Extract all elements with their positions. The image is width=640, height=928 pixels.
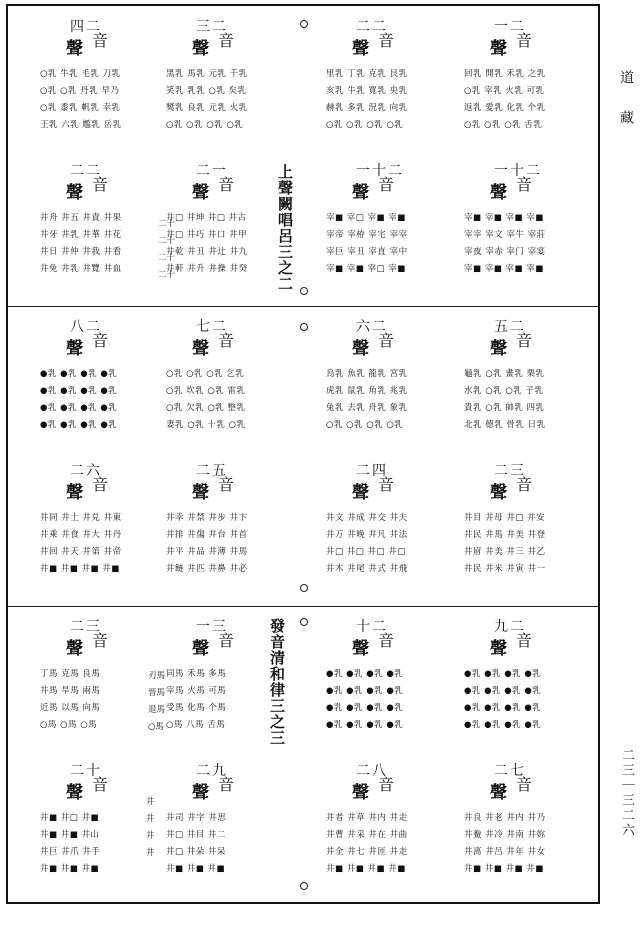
table-row: 井万 井晚 井凡 井法 (326, 530, 408, 540)
table-row: 井民 井米 井寅 井一 (464, 564, 546, 574)
table-row: ○乳 欠乳 ○乳 整乳 (166, 403, 246, 413)
table-row: 井免 井乳 井覽 井血 (40, 264, 122, 274)
position-label: 二十 (70, 763, 102, 779)
yin-label: 音 (516, 475, 533, 494)
table-row: 井同 井土 井兑 井東 (40, 513, 122, 523)
yin-label: 音 (516, 331, 533, 350)
cell-rows (326, 366, 444, 434)
band-divider (8, 306, 598, 307)
table-row: 兔乳 去乳 舟乳 象乳 (326, 403, 408, 413)
sheng-label: 聲 (352, 783, 369, 803)
sheng-label: 聲 (66, 183, 83, 203)
yin-label: 音 (218, 631, 235, 650)
yin-label: 音 (92, 775, 109, 794)
table-row: 黑乳 馬乳 元乳 千乳 (166, 69, 248, 79)
table-row: 井全 井七 井匝 井走 (326, 847, 408, 857)
table-row: 宰馬 火馬 可馬 (166, 686, 227, 696)
table-row: 宰宰 宰文 宰牛 宰莊 (464, 230, 546, 240)
phonetic-table-cell (158, 614, 288, 754)
cell-heading (318, 458, 448, 504)
position-label: 二二 (70, 163, 102, 179)
table-row: 丁馬 克馬 良馬 (40, 669, 101, 679)
yin-label: 音 (218, 475, 235, 494)
cell-heading (32, 614, 162, 660)
cell-rows (40, 510, 158, 578)
sheng-label: 聲 (66, 39, 83, 59)
phonetic-table-cell (32, 458, 162, 598)
table-row: ○乳 ○乳 ○乳 ○乳 (326, 420, 404, 430)
table-row: ○乳 ○乳 ○乳 乞乳 (166, 369, 245, 379)
yin-label: 音 (218, 31, 235, 50)
position-label: 八二 (70, 319, 102, 335)
cell-heading (158, 458, 288, 504)
table-row: 井■ 井■ 井■ (40, 864, 99, 874)
circle-mark (300, 584, 308, 592)
cell-rows (166, 666, 284, 734)
cell-heading (158, 314, 288, 360)
cell-rows (326, 510, 444, 578)
cell-rows (40, 366, 158, 434)
table-row: 笑乳 乳乳 ○乳 矣乳 (166, 86, 247, 96)
table-row: 井□ 井坤 井□ 井古 (166, 213, 247, 223)
cell-heading (158, 158, 288, 204)
sheng-label: 聲 (66, 339, 83, 359)
position-label: 一十二 (356, 163, 404, 179)
cell-rows (464, 666, 582, 734)
phonetic-table-cell (158, 158, 288, 298)
cell-rows (40, 666, 158, 734)
yin-label: 音 (218, 175, 235, 194)
table-row: 井鲞 井冷 井南 井妳 (464, 830, 546, 840)
table-row: ○乳 ○乳 ○乳 舌乳 (464, 120, 543, 130)
phonetic-table-cell (456, 614, 586, 754)
cell-rows (326, 666, 444, 734)
table-row: 井者 井草 井内 井走 (326, 813, 408, 823)
cell-rows (166, 510, 284, 578)
yin-label: 音 (378, 475, 395, 494)
table-row: ●乳 ●乳 ●乳 ●乳 (326, 669, 404, 679)
table-row: 井□ 井巧 井口 井甲 (166, 230, 248, 240)
position-label: 二五 (196, 463, 228, 479)
circle-mark (300, 287, 308, 295)
table-row: ●乳 ●乳 ●乳 ●乳 (464, 703, 542, 713)
table-row: 井文 井成 井交 井夫 (326, 513, 408, 523)
table-row: 妻乳 ○乳 十乳 ○乳 (166, 420, 246, 430)
cell-rows (166, 66, 284, 134)
position-label: 二六 (70, 463, 102, 479)
table-row: 井■ 井■ 井山 (40, 830, 100, 840)
table-row: ○乳 ○乳 ○乳 ○乳 (166, 120, 244, 130)
cell-heading (158, 758, 288, 804)
table-row: 井幸 井禁 井步 井卞 (166, 513, 248, 523)
position-label: 九二 (494, 619, 526, 635)
table-row: 井民 井馬 井美 井登 (464, 530, 546, 540)
table-row: 宰■ 宰■ 宰□ 宰■ (326, 264, 406, 274)
cell-heading (456, 14, 586, 60)
table-row: 井軒 井升 井操 井癸 (166, 264, 248, 274)
table-row: ●乳 ●乳 ●乳 ●乳 (40, 420, 118, 430)
table-row: 井排 井傷 井台 井首 (166, 530, 248, 540)
table-row: 井鲢 井匹 井鼻 井必 (166, 564, 248, 574)
phonetic-table-cell (456, 158, 586, 298)
sheng-label: 聲 (490, 39, 507, 59)
sheng-label: 聲 (352, 639, 369, 659)
position-label: 二二 (356, 19, 388, 35)
cell-heading (158, 614, 288, 660)
yin-label: 音 (378, 175, 395, 194)
cell-heading (32, 158, 162, 204)
yin-label: 音 (378, 331, 395, 350)
table-row: ●乳 ●乳 ●乳 ●乳 (326, 720, 404, 730)
phonetic-table-cell (456, 458, 586, 598)
cell-rows (464, 810, 582, 878)
sheng-label: 聲 (490, 483, 507, 503)
table-row: 井牙 井乳 井華 井花 (40, 230, 122, 240)
sheng-label: 聲 (490, 783, 507, 803)
phonetic-table-cell (158, 314, 288, 454)
table-row: 井■ 井■ 井■ 井■ (326, 864, 406, 874)
table-row: 井曹 井采 井在 井曲 (326, 830, 408, 840)
cell-heading (32, 758, 162, 804)
position-label: 二七 (494, 763, 526, 779)
yin-label: 音 (92, 31, 109, 50)
table-row: 井■ 井□ 井■ (40, 813, 99, 823)
position-label: 二三 (494, 463, 526, 479)
table-row: 水乳 ○乳 ○乳 子乳 (464, 386, 544, 396)
band-divider (8, 606, 598, 607)
side-column: 井 井 井 井 (146, 797, 155, 858)
table-row: 回乳 開乳 禾乳 之乳 (464, 69, 546, 79)
phonetic-table-cell (32, 14, 162, 154)
phonetic-table-cell (32, 758, 162, 898)
table-row: 宰■ 宰□ 宰■ 宰■ (326, 213, 406, 223)
cell-rows (166, 366, 284, 434)
phonetic-table-cell (158, 758, 288, 898)
sheng-label: 聲 (192, 783, 209, 803)
yin-label: 音 (378, 631, 395, 650)
cell-rows (326, 66, 444, 134)
table-row: 井■ 井■ 井■ (166, 864, 225, 874)
position-label: 二三 (70, 619, 102, 635)
table-row: 虎乳 鼠乳 角乳 兆乳 (326, 386, 408, 396)
sheng-label: 聲 (352, 183, 369, 203)
cell-heading (318, 14, 448, 60)
cell-heading (456, 614, 586, 660)
table-row: ○乳 ○乳 丹乳 早乃 (40, 86, 120, 96)
table-row: ○乳 坎乳 ○乳 雷乳 (166, 386, 246, 396)
sheng-label: 聲 (192, 339, 209, 359)
table-row: 井馬 旱馬 兩馬 (40, 686, 101, 696)
table-row: 亥乳 牛乳 寬乳 央乳 (326, 86, 408, 96)
cell-heading (318, 758, 448, 804)
position-label: 六二 (356, 319, 388, 335)
position-label: 四二 (70, 19, 102, 35)
table-row: 烏乳 魚乳 龍乳 宮乳 (326, 369, 408, 379)
table-row: ●乳 ●乳 ●乳 ●乳 (40, 369, 118, 379)
sheng-label: 聲 (490, 639, 507, 659)
table-row: 赫乳 多乳 況乳 向乳 (326, 103, 408, 113)
cell-rows (326, 210, 444, 278)
table-row: 里乳 丁乳 克乳 艮乳 (326, 69, 408, 79)
yin-label: 音 (218, 331, 235, 350)
table-row: 井良 井老 井内 井乃 (464, 813, 546, 823)
table-row: 同馬 禾馬 多馬 (166, 669, 227, 679)
phonetic-table-cell (158, 458, 288, 598)
sheng-label: 聲 (352, 483, 369, 503)
table-row: 井目 井母 井□ 井安 (464, 513, 546, 523)
table-row: 貴乳 ○乳 帥乳 四乳 (464, 403, 545, 413)
phonetic-table-cell (456, 758, 586, 898)
yin-label: 音 (516, 175, 533, 194)
table-row: 井司 井字 井思 (166, 813, 227, 823)
phonetic-table-cell (456, 14, 586, 154)
circle-mark (300, 323, 308, 331)
position-label: 二四 (356, 463, 388, 479)
sheng-label: 聲 (490, 183, 507, 203)
table-row: 井离 井呂 井年 井女 (464, 847, 546, 857)
cell-heading (318, 158, 448, 204)
position-label: 一十二 (494, 163, 542, 179)
position-label: 二一 (196, 163, 228, 179)
phonetic-table-cell (318, 758, 448, 898)
table-row: ●乳 ●乳 ●乳 ●乳 (40, 386, 118, 396)
sheng-label: 聲 (352, 39, 369, 59)
cell-rows (464, 366, 582, 434)
cell-heading (318, 614, 448, 660)
table-row: ○馬 八馬 舌馬 (166, 720, 226, 730)
yin-label: 音 (92, 175, 109, 194)
cell-heading (158, 14, 288, 60)
table-row: ○乳 牛乳 毛乳 刀乳 (40, 69, 121, 79)
position-label: 五二 (494, 319, 526, 335)
cell-rows (464, 210, 582, 278)
sheng-label: 聲 (66, 483, 83, 503)
page-number: 二三｜三二六 (619, 748, 634, 838)
table-row: 井□ 井目 井二 (166, 830, 226, 840)
yin-label: 音 (92, 331, 109, 350)
table-row: 井巨 井爪 井手 (40, 847, 101, 857)
circle-mark (300, 618, 308, 626)
sheng-label: 聲 (192, 39, 209, 59)
cell-rows (464, 66, 582, 134)
table-row: 井日 井仲 井我 井看 (40, 247, 122, 257)
phonetic-table-cell (318, 14, 448, 154)
position-label: 十二 (356, 619, 388, 635)
position-label: 一三 (196, 619, 228, 635)
cell-heading (32, 314, 162, 360)
position-label: 二九 (196, 763, 228, 779)
cell-heading (32, 458, 162, 504)
phonetic-table-cell (32, 158, 162, 298)
table-row: 宰■ 宰■ 宰■ 宰■ (464, 213, 544, 223)
table-row: 北乳 德乳 骨乳 日乳 (464, 420, 546, 430)
phonetic-table-cell (158, 14, 288, 154)
cell-rows (326, 810, 444, 878)
table-row: ○馬 ○馬 ○馬 (40, 720, 98, 730)
table-row: ●乳 ●乳 ●乳 ●乳 (326, 703, 404, 713)
circle-mark (300, 882, 308, 890)
cell-heading (456, 758, 586, 804)
sheng-label: 聲 (192, 639, 209, 659)
table-row: ●乳 ●乳 ●乳 ●乳 (464, 686, 542, 696)
table-row: 井■ 井■ 井■ 井■ (464, 864, 544, 874)
sheng-label: 聲 (352, 339, 369, 359)
yin-label: 音 (218, 775, 235, 794)
table-row: ●乳 ●乳 ●乳 ●乳 (40, 403, 118, 413)
position-label: 三二 (196, 19, 228, 35)
cell-rows (40, 210, 158, 278)
section-title: 上聲闕唱呂三之二 (276, 164, 294, 292)
side-column: 刃馬 晉馬 退馬 ○馬 (148, 671, 166, 732)
table-row: 龜乳 ○乳 畫乳 栗乳 (464, 369, 545, 379)
table-row: 井舟 井五 井責 井果 (40, 213, 122, 223)
phonetic-table-cell (318, 158, 448, 298)
table-row: ○乳 黍乳 帆乳 幸乳 (40, 103, 121, 113)
cell-rows (166, 810, 284, 878)
table-row: 井平 井品 井薄 井馬 (166, 547, 248, 557)
cell-heading (456, 458, 586, 504)
table-row: ○乳 ○乳 ○乳 ○乳 (326, 120, 404, 130)
table-row: 井眉 井美 井三 井乙 (464, 547, 546, 557)
sheng-label: 聲 (66, 639, 83, 659)
cell-heading (456, 158, 586, 204)
cell-rows (166, 210, 284, 278)
phonetic-table-cell (32, 614, 162, 754)
side-column: 二十 二十 二十 二十 (158, 219, 176, 280)
book-title: 道 藏 (618, 70, 634, 130)
yin-label: 音 (516, 31, 533, 50)
table-row: 獎乳 良乳 元乳 火乳 (166, 103, 248, 113)
sheng-label: 聲 (66, 783, 83, 803)
sheng-label: 聲 (192, 183, 209, 203)
table-row: 返乳 愛乳 化乳 个乳 (464, 103, 546, 113)
cell-heading (32, 14, 162, 60)
yin-label: 音 (92, 475, 109, 494)
table-row: ●乳 ●乳 ●乳 ●乳 (464, 669, 542, 679)
phonetic-table-cell (32, 314, 162, 454)
cell-rows (464, 510, 582, 578)
table-row: ●乳 ●乳 ●乳 ●乳 (464, 720, 542, 730)
phonetic-table-cell (318, 614, 448, 754)
yin-label: 音 (378, 31, 395, 50)
position-label: 二八 (356, 763, 388, 779)
table-row: 井回 井天 井第 井帝 (40, 547, 122, 557)
yin-label: 音 (516, 775, 533, 794)
table-row: 井木 井尾 井式 井飛 (326, 564, 408, 574)
table-row: 宰夜 宰赤 宰门 宰宴 (464, 247, 546, 257)
sheng-label: 聲 (490, 339, 507, 359)
table-row: 受馬 化馬 个馬 (166, 703, 227, 713)
yin-label: 音 (92, 631, 109, 650)
table-row: ○乳 宰乳 火乳 可乳 (464, 86, 545, 96)
table-row: 宰巨 宰丑 宰直 宰中 (326, 247, 408, 257)
yin-label: 音 (378, 775, 395, 794)
table-row: 井乾 井丑 井辻 井九 (166, 247, 248, 257)
phonetic-table-cell (318, 314, 448, 454)
cell-rows (40, 810, 158, 878)
table-row: 井■ 井■ 井■ 井■ (40, 564, 120, 574)
phonetic-table-cell (456, 314, 586, 454)
table-row: 宰■ 宰■ 宰■ 宰■ (464, 264, 544, 274)
table-row: 王乳 六乳 尷乳 岳乳 (40, 120, 122, 130)
position-label: 一二 (494, 19, 526, 35)
section-title: 發音清和律三之三 (268, 618, 286, 746)
cell-heading (456, 314, 586, 360)
page-frame (6, 4, 600, 904)
circle-mark (300, 20, 308, 28)
table-row: 井乘 井食 井大 井丹 (40, 530, 122, 540)
table-row: ●乳 ●乳 ●乳 ●乳 (326, 686, 404, 696)
table-row: 井□ 井□ 井□ 井□ (326, 547, 406, 557)
yin-label: 音 (516, 631, 533, 650)
sheng-label: 聲 (192, 483, 209, 503)
cell-rows (40, 66, 158, 134)
cell-heading (318, 314, 448, 360)
table-row: 近馬 以馬 向馬 (40, 703, 101, 713)
table-row: 井□ 井朵 井呆 (166, 847, 226, 857)
table-row: 宰帝 宰栫 宰宅 宰宰 (326, 230, 408, 240)
phonetic-table-cell (318, 458, 448, 598)
position-label: 七二 (196, 319, 228, 335)
